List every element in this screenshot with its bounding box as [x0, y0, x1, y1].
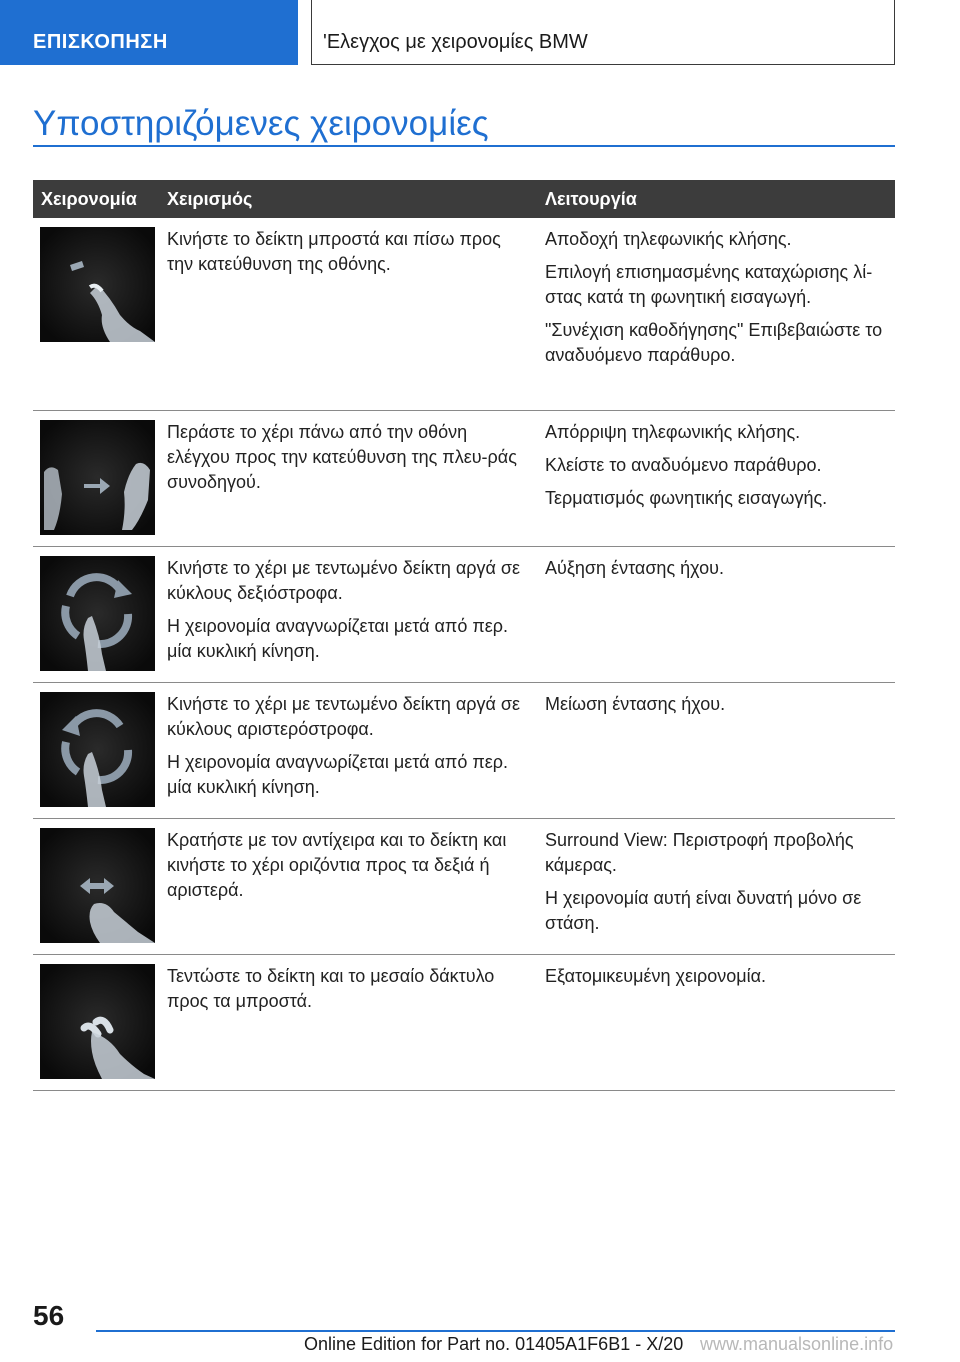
function-text: Η χειρονομία αυτή είναι δυνατή μόνο σε στάση. [545, 888, 862, 933]
edition-text: Online Edition for Part no. 01405A1F6B1 - X/20 [304, 1334, 684, 1354]
function-text: Επιλογή επισημασμένης καταχώρισης λί-στας κατά τη φωνητική εισαγωγή. [545, 262, 873, 307]
section-tab[interactable]: ΕΠΙΣΚΟΠΗΣΗ [0, 0, 298, 65]
two-fingers-gesture-icon [40, 964, 155, 1079]
title-divider [33, 145, 895, 147]
operation-text: Περάστε το χέρι πάνω από την οθόνη ελέγχου προς την κατεύθυνση της πλευ-ράς συνοδηγού. [167, 422, 517, 492]
operation-text: Κινήστε το χέρι με τεντωμένο δείκτη αργά σε κύκλους δεξιόστροφα. [167, 558, 521, 603]
swipe-hand-gesture-icon [40, 420, 155, 535]
footer-divider [96, 1330, 895, 1332]
function-text: Μείωση έντασης ήχου. [545, 694, 726, 714]
operation-text: Κινήστε το χέρι με τεντωμένο δείκτη αργά σε κύκλους αριστερόστροφα. [167, 694, 521, 739]
circle-counterclockwise-gesture-icon [40, 692, 155, 807]
operation-text: Τεντώστε το δείκτη και το μεσαίο δάκτυλο προς τα μπροστά. [167, 966, 495, 1011]
function-text: Απόρριψη τηλεφωνικής κλήσης. [545, 422, 801, 442]
function-text: Εξατομικευμένη χειρονομία. [545, 966, 767, 986]
header-operation: Χειρισμός [167, 188, 253, 209]
function-text: Αποδοχή τηλεφωνικής κλήσης. [545, 229, 792, 249]
circle-clockwise-gesture-icon [40, 556, 155, 671]
table-row [33, 218, 895, 411]
operation-text: Κινήστε το δείκτη μπροστά και πίσω προς την κατεύθυνση της οθόνης. [167, 229, 501, 274]
operation-text: Η χειρονομία αναγνωρίζεται μετά από περ. μία κυκλική κίνηση. [167, 752, 509, 797]
page-title: Υποστηριζόμενες χειρονομίες [33, 104, 489, 143]
gestures-table [33, 180, 895, 1091]
function-text: Αύξηση έντασης ήχου. [545, 558, 724, 578]
function-text: "Συνέχιση καθοδήγησης" Επιβεβαιώστε το αναδυόμενο παράθυρο. [545, 320, 883, 365]
header-function: Λειτουργία [545, 188, 637, 209]
table-row [33, 819, 895, 955]
page-number: 56 [33, 1300, 65, 1331]
watermark: www.manualsonline.info [700, 1334, 894, 1354]
table-row [33, 683, 895, 819]
table-header [33, 180, 895, 218]
pinch-swipe-gesture-icon [40, 828, 155, 943]
function-text: Τερματισμός φωνητικής εισαγωγής. [545, 488, 828, 508]
function-text: Κλείστε το αναδυόμενο παράθυρο. [545, 455, 822, 475]
operation-text: Κρατήστε με τον αντίχειρα και το δείκτη και κινήστε το χέρι οριζόντια προς τα δεξιά ή αριστερά. [167, 830, 507, 900]
function-text: Surround View: Περιστροφή προβολής κάμερας. [545, 830, 854, 875]
chapter-title: 'Ελεγχος με χειρονομίες BMW [311, 0, 895, 65]
header-gesture: Χειρονομία [41, 188, 137, 209]
table-row [33, 547, 895, 683]
table-row [33, 411, 895, 547]
table-row [33, 955, 895, 1091]
point-forward-gesture-icon [40, 227, 155, 342]
operation-text: Η χειρονομία αναγνωρίζεται μετά από περ. μία κυκλική κίνηση. [167, 616, 509, 661]
